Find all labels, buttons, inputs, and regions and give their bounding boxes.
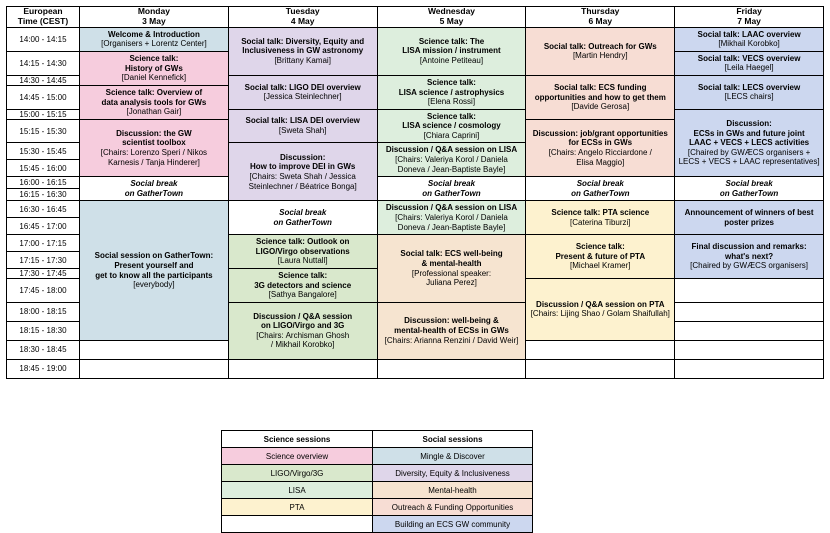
time-slot-label: 15:45 - 16:00 (7, 160, 80, 177)
session-cell: Social session on GatherTown: Present yourself and get to know all the participants [everybody] (80, 201, 229, 340)
table-header-row (7, 7, 824, 28)
schedule-row (7, 27, 824, 51)
time-slot-label: 14:00 - 14:15 (7, 27, 80, 51)
session-cell: Social talk: Diversity, Equity and Inclusiveness in GW astronomy [Brittany Kamai] (228, 27, 377, 75)
legend-row (222, 499, 533, 516)
session-cell: Science talk: LISA science / cosmology [Chiara Caprini] (377, 109, 526, 143)
session-cell: Science talk: Outlook on LIGO/Virgo observations [Laura Nuttall] (228, 235, 377, 269)
schedule-row (7, 359, 824, 378)
session-cell: Science talk: Present & future of PTA [Michael Kramer] (526, 235, 675, 279)
legend-item-science: LIGO/Virgo/3G (222, 465, 373, 482)
session-cell: Social break on GatherTown (80, 177, 229, 201)
time-slot-label: 18:30 - 18:45 (7, 340, 80, 359)
empty-slot (675, 359, 824, 378)
time-header-line1: European (23, 6, 63, 16)
time-slot-label: 18:00 - 18:15 (7, 302, 80, 321)
session-cell: Science talk: LISA science / astrophysics [Elena Rossi] (377, 75, 526, 109)
day-name: Friday (736, 6, 762, 16)
day-date: 4 May (290, 15, 315, 26)
session-cell: Social talk: ECS funding opportunities and how to get them [Davide Gerosa] (526, 75, 675, 119)
session-cell: Discussion: the GW scientist toolbox [Chairs: Lorenzo Speri / Nikos Karnesis / Tanja Hinderer] (80, 119, 229, 177)
session-cell: Science talk: The LISA mission / instrument [Antoine Petiteau] (377, 27, 526, 75)
time-slot-label: 18:15 - 18:30 (7, 321, 80, 340)
time-slot-label: 16:15 - 16:30 (7, 189, 80, 201)
session-cell: Social break on GatherTown (526, 177, 675, 201)
legend-item-social: Building an ECS GW community (373, 516, 533, 533)
session-cell: Discussion: job/grant opportunities for ECSs in GWs [Chairs: Angelo Ricciardone / Elisa Maggio] (526, 119, 675, 177)
schedule-table (6, 6, 824, 379)
session-cell: Science talk: 3G detectors and science [Sathya Bangalore] (228, 269, 377, 303)
legend-item-social: Diversity, Equity & Inclusiveness (373, 465, 533, 482)
session-cell: Final discussion and remarks: what's next? [Chaired by GWÆCS organisers] (675, 235, 824, 279)
session-cell: Social break on GatherTown (377, 177, 526, 201)
day-date: 5 May (439, 15, 464, 26)
time-slot-label: 14:45 - 15:00 (7, 85, 80, 109)
legend-row (222, 516, 533, 533)
day-name: Thursday (581, 6, 620, 16)
day-header-tuesday (228, 7, 377, 28)
session-cell: Discussion / Q&A session on LISA [Chairs: Valeriya Korol / Daniela Doneva / Jean-Baptiste Bayle] (377, 143, 526, 177)
empty-slot (80, 340, 229, 359)
legend-item-science: Science overview (222, 448, 373, 465)
session-cell: Discussion / Q&A session on PTA [Chairs: Lijing Shao / Golam Shaifullah] (526, 279, 675, 341)
schedule-page (0, 6, 830, 529)
legend-spacer (222, 516, 373, 533)
day-name: Wednesday (427, 6, 476, 16)
day-date: 3 May (142, 15, 166, 26)
empty-slot (675, 321, 824, 340)
session-cell: Social talk: LECS overview [LECS chairs] (675, 75, 824, 109)
session-cell: Discussion: ECSs in GWs and future joint LAAC + VECS + LECS activities [Chaired by GWÆCS organisers + LECS + VECS + LAAC representatives] (675, 109, 824, 177)
empty-slot (675, 279, 824, 303)
empty-slot (675, 302, 824, 321)
day-date: 7 May (737, 15, 761, 26)
session-cell: Discussion: well-being & mental-health of ECSs in GWs [Chairs: Arianna Renzini / David Weir] (377, 302, 526, 359)
schedule-body (7, 27, 824, 378)
day-name: Tuesday (285, 6, 320, 16)
time-slot-label: 14:30 - 14:45 (7, 75, 80, 85)
legend-item-science: PTA (222, 499, 373, 516)
session-cell: Social talk: VECS overview [Leila Haegel] (675, 51, 824, 75)
session-cell: Social talk: LISA DEI overview [Sweta Shah] (228, 109, 377, 143)
empty-slot (228, 359, 377, 378)
time-slot-label: 16:00 - 16:15 (7, 177, 80, 189)
legend-row (222, 465, 533, 482)
time-slot-label: 17:15 - 17:30 (7, 252, 80, 269)
legend (221, 430, 530, 533)
time-column-header (7, 7, 80, 28)
legend-row (222, 482, 533, 499)
time-slot-label: 17:00 - 17:15 (7, 235, 80, 252)
empty-slot (526, 359, 675, 378)
time-slot-label: 15:00 - 15:15 (7, 109, 80, 119)
schedule-row (7, 177, 824, 189)
schedule-row (7, 201, 824, 218)
time-slot-label: 18:45 - 19:00 (7, 359, 80, 378)
legend-science-header: Science sessions (222, 431, 373, 448)
time-slot-label: 17:30 - 17:45 (7, 269, 80, 279)
time-slot-label: 15:15 - 15:30 (7, 119, 80, 143)
session-cell: Announcement of winners of best poster prizes (675, 201, 824, 235)
legend-table (221, 430, 533, 533)
empty-slot (526, 340, 675, 359)
time-header-line2: Time (CEST) (17, 15, 69, 26)
session-cell: Social talk: ECS well-being & mental-health [Professional speaker: Juliana Perez] (377, 235, 526, 303)
legend-item-social: Mingle & Discover (373, 448, 533, 465)
time-slot-label: 16:45 - 17:00 (7, 218, 80, 235)
empty-slot (675, 340, 824, 359)
legend-item-science: LISA (222, 482, 373, 499)
day-date: 6 May (588, 15, 613, 26)
day-header-wednesday (377, 7, 526, 28)
legend-row (222, 448, 533, 465)
session-cell: Science talk: History of GWs [Daniel Kennefick] (80, 51, 229, 85)
empty-slot (377, 359, 526, 378)
session-cell: Social talk: LIGO DEI overview [Jessica Steinlechner] (228, 75, 377, 109)
legend-header-row (222, 431, 533, 448)
time-slot-label: 15:30 - 15:45 (7, 143, 80, 160)
session-cell: Social break on GatherTown (228, 201, 377, 235)
day-header-friday (675, 7, 824, 28)
session-cell: Welcome & Introduction [Organisers + Lorentz Center] (80, 27, 229, 51)
day-name: Monday (137, 6, 170, 16)
day-header-thursday (526, 7, 675, 28)
session-cell: Discussion: How to improve DEI in GWs [Chairs: Sweta Shah / Jessica Steinlechner / Béatrice Bonga] (228, 143, 377, 201)
session-cell: Social talk: Outreach for GWs [Martin Hendry] (526, 27, 675, 75)
session-cell: Science talk: PTA science [Caterina Tiburzi] (526, 201, 675, 235)
session-cell: Social break on GatherTown (675, 177, 824, 201)
time-slot-label: 14:15 - 14:30 (7, 51, 80, 75)
session-cell: Discussion / Q&A session on LISA [Chairs: Valeriya Korol / Daniela Doneva / Jean-Baptiste Bayle] (377, 201, 526, 235)
legend-item-social: Mental-health (373, 482, 533, 499)
legend-item-social: Outreach & Funding Opportunities (373, 499, 533, 516)
time-slot-label: 16:30 - 16:45 (7, 201, 80, 218)
session-cell: Discussion / Q&A session on LIGO/Virgo and 3G [Chairs: Archisman Ghosh / Mikhail Korobko] (228, 302, 377, 359)
day-header-monday (80, 7, 229, 28)
session-cell: Science talk: Overview of data analysis tools for GWs [Jonathan Gair] (80, 85, 229, 119)
empty-slot (80, 359, 229, 378)
session-cell: Social talk: LAAC overview [Mikhail Korobko] (675, 27, 824, 51)
time-slot-label: 17:45 - 18:00 (7, 279, 80, 303)
legend-social-header: Social sessions (373, 431, 533, 448)
